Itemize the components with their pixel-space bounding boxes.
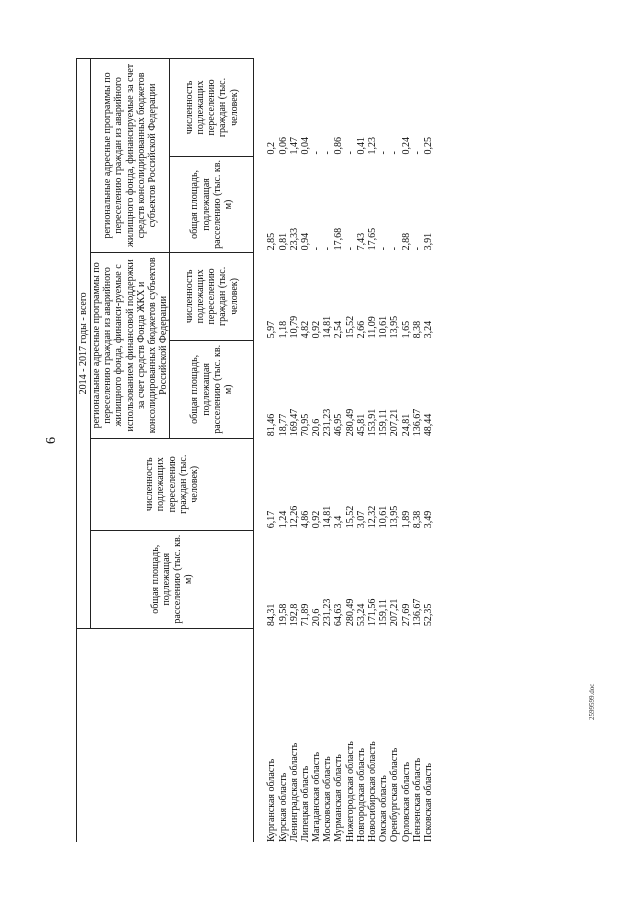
area-total-cell: 159,11 <box>378 599 390 627</box>
resettlement-table <box>76 58 434 842</box>
people-budget-cell: - <box>411 151 423 155</box>
table-row <box>389 59 400 843</box>
people-fund-cell: 2,66 <box>355 320 367 339</box>
table-row <box>412 59 423 843</box>
header-area-total: общая площадь, подлежащая расселению (тыс. кв. м) <box>91 530 254 628</box>
region-name-cell: Магаданская область <box>311 751 323 842</box>
people-fund-cell: 2,54 <box>333 320 345 339</box>
table-row <box>311 59 322 843</box>
table-row <box>401 59 412 843</box>
area-budget-cell: - <box>344 247 356 251</box>
people-total-cell: 6,17 <box>266 510 278 529</box>
table-row <box>378 59 389 843</box>
area-fund-cell: 18,77 <box>277 413 289 437</box>
area-budget-cell: 23,33 <box>288 227 300 251</box>
people-total-cell: 12,32 <box>367 505 378 529</box>
region-name-cell: Новгородская область <box>355 748 367 842</box>
people-total-cell: 3,07 <box>355 510 367 529</box>
people-fund-cell: 10,61 <box>378 315 390 339</box>
header-blank-cell <box>77 628 254 842</box>
people-total-cell: 3,49 <box>422 510 434 529</box>
table-row <box>289 59 300 843</box>
table-row <box>345 59 356 843</box>
area-fund-cell: 81,46 <box>266 413 278 437</box>
region-name-cell: Нижегородская область <box>344 741 356 842</box>
area-fund-cell: 169,47 <box>288 408 300 437</box>
region-name-cell: Курганская область <box>266 758 278 842</box>
area-total-cell: 231,23 <box>322 598 334 627</box>
area-fund-cell: 153,91 <box>367 408 378 437</box>
document-code: 2599599.doc <box>588 683 596 720</box>
area-total-cell: 192,8 <box>288 603 300 627</box>
people-budget-cell: 0,25 <box>422 136 434 155</box>
region-name-cell: Мурманская область <box>333 754 345 842</box>
area-fund-cell: 48,44 <box>422 413 434 437</box>
area-fund-cell: 231,23 <box>322 408 334 437</box>
people-total-cell: 10,61 <box>378 505 390 529</box>
people-budget-cell: 0,06 <box>277 136 289 155</box>
table-row <box>254 59 278 843</box>
area-total-cell: 53,24 <box>355 603 367 627</box>
header-people-fund: численность подлежащих переселению граждан (тыс. человек) <box>170 252 254 340</box>
rotated-table-container <box>76 58 434 842</box>
area-fund-cell: 46,95 <box>333 413 345 437</box>
region-name-cell: Новосибирская область <box>367 741 378 842</box>
people-budget-cell: - <box>378 151 390 155</box>
people-total-cell: 0,92 <box>311 510 323 529</box>
table-row <box>278 59 289 843</box>
region-name-cell: Ленинградская область <box>288 742 300 842</box>
table-row <box>322 59 333 843</box>
people-budget-cell: - <box>389 151 401 155</box>
table-row <box>367 59 378 843</box>
table-row <box>356 59 367 843</box>
area-budget-cell: 17,68 <box>333 227 345 251</box>
area-total-cell: 19,58 <box>277 603 289 627</box>
area-budget-cell: - <box>411 247 423 251</box>
people-fund-cell: 8,38 <box>411 320 423 339</box>
area-budget-cell: 2,85 <box>266 232 278 251</box>
people-total-cell: 4,86 <box>299 510 311 529</box>
people-fund-cell: 1,65 <box>400 320 412 339</box>
area-total-cell: 280,49 <box>344 598 356 627</box>
people-fund-cell: 11,09 <box>367 316 378 339</box>
region-name-cell: Орловская область <box>400 761 412 842</box>
region-name-cell: Оренбургская область <box>389 747 401 842</box>
area-fund-cell: 136,67 <box>411 408 423 437</box>
area-budget-cell: - <box>378 247 390 251</box>
area-budget-cell: 3,91 <box>422 232 434 251</box>
people-budget-cell: 0,86 <box>333 136 345 155</box>
header-people-total: численность подлежащих переселению граждан (тыс. человек) <box>91 438 254 530</box>
people-fund-cell: 5,97 <box>266 320 278 339</box>
area-fund-cell: 159,11 <box>378 409 390 437</box>
region-name-cell: Псковская область <box>422 763 434 842</box>
people-budget-cell: - <box>311 151 323 155</box>
people-total-cell: 12,26 <box>288 505 300 529</box>
people-total-cell: 1,24 <box>277 510 289 529</box>
area-fund-cell: 20,6 <box>311 418 323 437</box>
people-fund-cell: 4,82 <box>299 320 311 339</box>
people-fund-cell: 0,92 <box>311 320 323 339</box>
area-budget-cell: - <box>311 247 323 251</box>
people-total-cell: 8,38 <box>411 510 423 529</box>
area-budget-cell: - <box>322 247 334 251</box>
region-name-cell: Московская область <box>322 756 334 842</box>
area-fund-cell: 207,21 <box>389 408 401 437</box>
people-total-cell: 1,89 <box>400 510 412 529</box>
people-budget-cell: - <box>322 151 334 155</box>
area-total-cell: 20,6 <box>311 608 323 627</box>
area-fund-cell: 70,95 <box>299 413 311 437</box>
table-header <box>77 59 254 843</box>
people-fund-cell: 1,18 <box>277 320 289 339</box>
table-row <box>423 59 434 843</box>
people-total-cell: 13,95 <box>389 505 401 529</box>
page-number: 6 <box>44 437 59 444</box>
area-budget-cell: - <box>389 247 401 251</box>
people-total-cell: 14,81 <box>322 505 334 529</box>
area-budget-cell: 0,94 <box>299 232 311 251</box>
header-group-budget: региональные адресные программы по переселению граждан из аварийного жилищного фонда, финансируемые за счет средств консолидированных бюджетов субъектов Российской Федерации <box>91 59 170 253</box>
header-area-budget: общая площадь, подлежащая расселению (тыс. кв. м) <box>170 156 254 252</box>
header-group-fund: региональные адресные программы по переселению граждан из аварийного жилищного фонда, финанси-руемые с использованием финансовой поддержки за счет средств Фонда ЖКХ и консолидированных бюджетов субъектов Российской Федерации <box>91 252 170 438</box>
table-row <box>333 59 344 843</box>
area-fund-cell: 280,49 <box>344 408 356 437</box>
people-fund-cell: 15,52 <box>344 315 356 339</box>
people-fund-cell: 13,95 <box>389 315 401 339</box>
header-people-budget: численность подлежащих переселению граждан (тыс. человек) <box>170 59 254 157</box>
people-budget-cell: 1,47 <box>288 136 300 155</box>
region-name-cell: Липецкая область <box>299 765 311 842</box>
area-budget-cell: 7,43 <box>355 232 367 251</box>
area-fund-cell: 24,81 <box>400 413 412 437</box>
people-total-cell: 3,4 <box>333 515 345 529</box>
area-total-cell: 27,69 <box>400 603 412 627</box>
area-total-cell: 64,63 <box>333 603 345 627</box>
area-budget-cell: 17,65 <box>367 227 378 251</box>
area-total-cell: 171,56 <box>367 598 378 627</box>
people-total-cell: 15,52 <box>344 505 356 529</box>
table-body <box>254 59 434 843</box>
table-row <box>300 59 311 843</box>
header-area-fund: общая площадь, подлежащая расселению (тыс. кв. м) <box>170 340 254 438</box>
people-budget-cell: 0,2 <box>266 141 278 155</box>
area-total-cell: 84,31 <box>266 603 278 627</box>
region-name-cell: Курская область <box>277 772 289 842</box>
area-total-cell: 136,67 <box>411 598 423 627</box>
people-budget-cell: - <box>344 151 356 155</box>
people-budget-cell: 0,24 <box>400 136 412 155</box>
area-total-cell: 52,35 <box>422 603 434 627</box>
area-total-cell: 207,21 <box>389 598 401 627</box>
area-fund-cell: 45,81 <box>355 413 367 437</box>
people-budget-cell: 0,04 <box>299 136 311 155</box>
area-budget-cell: 2,88 <box>400 232 412 251</box>
people-fund-cell: 3,24 <box>422 320 434 339</box>
region-name-cell: Пензенская область <box>411 757 423 842</box>
people-fund-cell: 14,81 <box>322 315 334 339</box>
period-header: 2014 - 2017 годы - всего <box>77 59 91 629</box>
people-budget-cell: 1,23 <box>367 136 378 155</box>
area-total-cell: 71,89 <box>299 603 311 627</box>
people-budget-cell: 0,41 <box>355 136 367 155</box>
people-fund-cell: 10,79 <box>288 315 300 339</box>
area-budget-cell: 0,81 <box>277 232 289 251</box>
region-name-cell: Омская область <box>378 775 390 842</box>
